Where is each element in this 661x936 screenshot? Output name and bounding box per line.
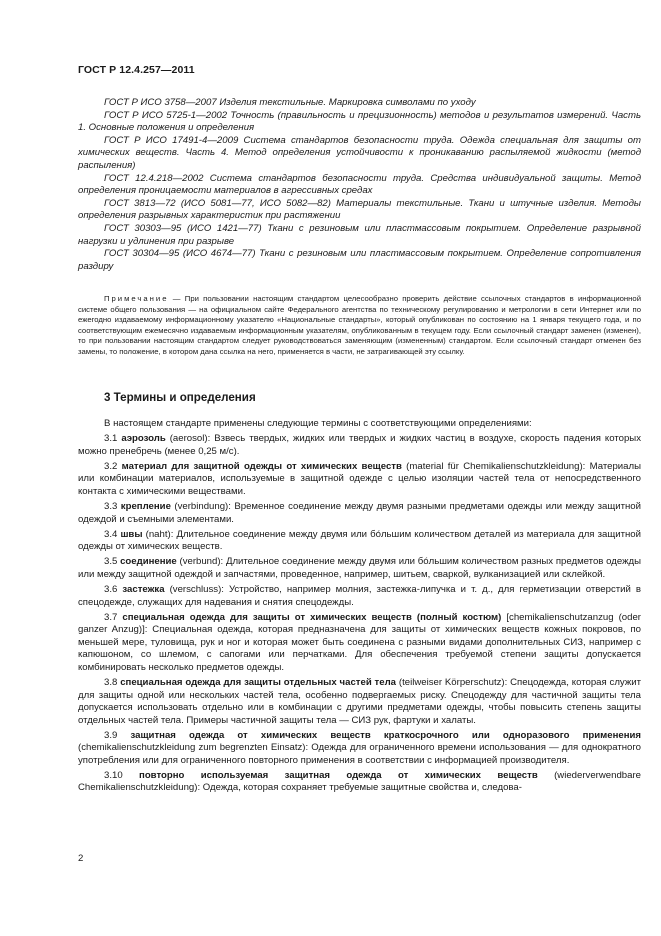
term-name: аэрозоль [121,433,166,445]
term-entry [78,612,641,675]
standard-code-header: ГОСТ Р 12.4.257—2011 [78,64,195,76]
term-name: материал для защитной одежды от химических веществ [121,460,402,472]
term-entry [78,461,641,499]
term-entry [78,730,641,768]
term-number: 3.6 [104,584,123,596]
reference-item: ГОСТ 3813—72 (ИСО 5081—77, ИСО 5082—82) Материалы текстильные. Ткани и штучные изделия. Методы определения разрывных характеристик при растяжении [78,197,641,222]
term-number: 3.3 [104,501,121,513]
reference-item: ГОСТ Р ИСО 5725-1—2002 Точность (правильность и прецизионность) методов и результатов измерений. Часть 1. Основные положения и определения [78,109,641,134]
reference-item: ГОСТ Р ИСО 17491-4—2009 Система стандартов безопасности труда. Одежда специальная для защиты от химических веществ. Часть 4. Метод определения устойчивости к проникаванию распыляемой жидкости (метод распыления) [78,134,641,171]
term-name: защитная одежда от химических веществ краткосрочного или одноразового применения [130,729,641,741]
term-definition: (verbund): Длительное соединение между двумя или бóльшим количеством разных предметов одежды или между защитной одеждой и запчастями, проведенное, например, шитьем, сваркой, вулканизацией или склейкой. [78,556,641,580]
term-number: 3.4 [104,528,121,540]
reference-item: ГОСТ Р ИСО 3758—2007 Изделия текстильные. Маркировка символами по уходу [104,97,476,108]
note-text: — При пользовании настоящим стандартом целесообразно проверить действие ссылочных стандартов в информационной системе общего пользования — на официальном сайте Федерального агентства по техническому регулированию и метрологии в сети Интернет или по ежегодно издаваемому информационному указателю «Национальные стандарты», который опубликован по состоянию на 1 января текущего года, и по соответствующим ежемесячно издаваемым информационным указателям, опубликованным в текущем году. Если ссылочный стандарт заменен (изменен), то при пользовании настоящим стандартом следует руководствоваться заменяющим (измененным) стандартом. Если ссылочный стандарт отменен без замены, то положение, в котором дана ссылка на него, применяется в части, не затрагивающей эту ссылку. [78,294,641,356]
references-note [78,294,641,358]
term-number: 3.2 [104,460,122,472]
term-entry [78,433,641,458]
term-definition: (verschluss): Устройство, например молния, застежка-липучка и т. д., для герметизации отверстий в спецодежде, служащих для надевания и снятия спецодежды. [78,584,641,608]
term-name: специальная одежда для защиты от химических веществ (полный костюм) [122,611,502,623]
section-intro: В настоящем стандарте применены следующие термины с соответствующими определениями: [104,418,532,429]
term-number: 3.10 [104,769,140,781]
term-name: специальная одежда для защиты отдельных частей тела [120,677,397,688]
term-entry [78,584,641,609]
term-number: 3.7 [104,611,123,623]
section-title: 3 Термины и определения [104,391,256,404]
reference-item: ГОСТ 12.4.218—2002 Система стандартов безопасности труда. Средства индивидуальной защиты. Метод определения проницаемости материалов в агрессивных средах [78,172,641,197]
term-entry [78,529,641,554]
term-number: 3.9 [104,729,131,741]
reference-item: ГОСТ 30303—95 (ИСО 1421—77) Ткани с резиновым или пластмассовым покрытием. Определение разрывной нагрузки и удлинения при разрыве [78,222,641,247]
section-body [78,418,641,798]
page-number: 2 [78,853,84,864]
term-name: крепление [120,501,171,513]
term-definition: (teilweiser Körperschutz): Спецодежда, которая служит для защиты одной или нескольких частей тела, особенно подвергаемых риску. Спецодежду для частичной защиты тела допускается использовать отдельно или в комбинации с другими предметами одежды, чтобы повысить степень защиты отдельных частей тела. Примеры частичной защиты тела — СИЗ рук, фартуки и халаты. [78,677,641,726]
term-definition: [chemikalienschutzanzug (oder ganzer Anzug)]: Специальная одежда, которая предназначена для защиты от химических веществ кожных покровов, по меньшей мере, туловища, рук и ног и которая может быть соединена с разными видами дополнительных СИЗ, например с капюшоном, со шлемом, с сапогами или перчатками. Для обеспечения требуемой степени защиты допускается комбинировать несколько предметов одежды. [78,611,641,673]
normative-references-list [78,97,641,273]
term-definition: (wiederverwendbare Chemikalienschutzkleidung): Одежда, которая сохраняет требуемые защитные свойства и, следова- [78,769,641,794]
term-entry [78,501,641,526]
note-label: Примечание [104,294,169,303]
term-name: соединение [120,556,177,568]
term-name: швы [120,528,143,540]
term-name: повторно используемая защитная одежда от химических веществ [139,769,538,781]
term-number: 3.5 [104,556,121,568]
reference-item: ГОСТ 30304—95 (ИСО 4674—77) Ткани с резиновым или пластмассовым покрытием. Определение сопротивления раздиру [78,248,641,272]
term-entry [78,770,641,795]
term-definition: (verbindung): Временное соединение между двумя разными предметами одежды или между защитной одеждой и съемными элементами. [78,501,641,525]
term-number: 3.8 [104,677,121,688]
term-number: 3.1 [104,433,122,445]
term-name: застежка [122,584,165,596]
term-definition: (naht): Длительное соединение между двумя или бóльшим количеством деталей из материала для защитной одежды от химических веществ. [78,528,641,553]
term-entry [78,677,641,727]
term-definition: (chemikalienschutzkleidung zum begrenzten Einsatz): Одежда для ограниченного времени использования — для однократного употребления или для ограниченного повторного применения в соответствии с информацией производителя. [78,742,641,766]
term-definition: (aerosol): Взвесь твердых, жидких или твердых и жидких частиц в воздухе, скорость падения которых можно пренебречь (менее 0,25 м/с). [78,433,641,457]
term-entry [78,556,641,581]
term-definition: (material für Chemikalienschutzkleidung): Материалы или комбинации материалов, используемые в защитной одежде с целью изоляции частей тела от непосредственного контакта с химическими веществами. [78,460,641,497]
